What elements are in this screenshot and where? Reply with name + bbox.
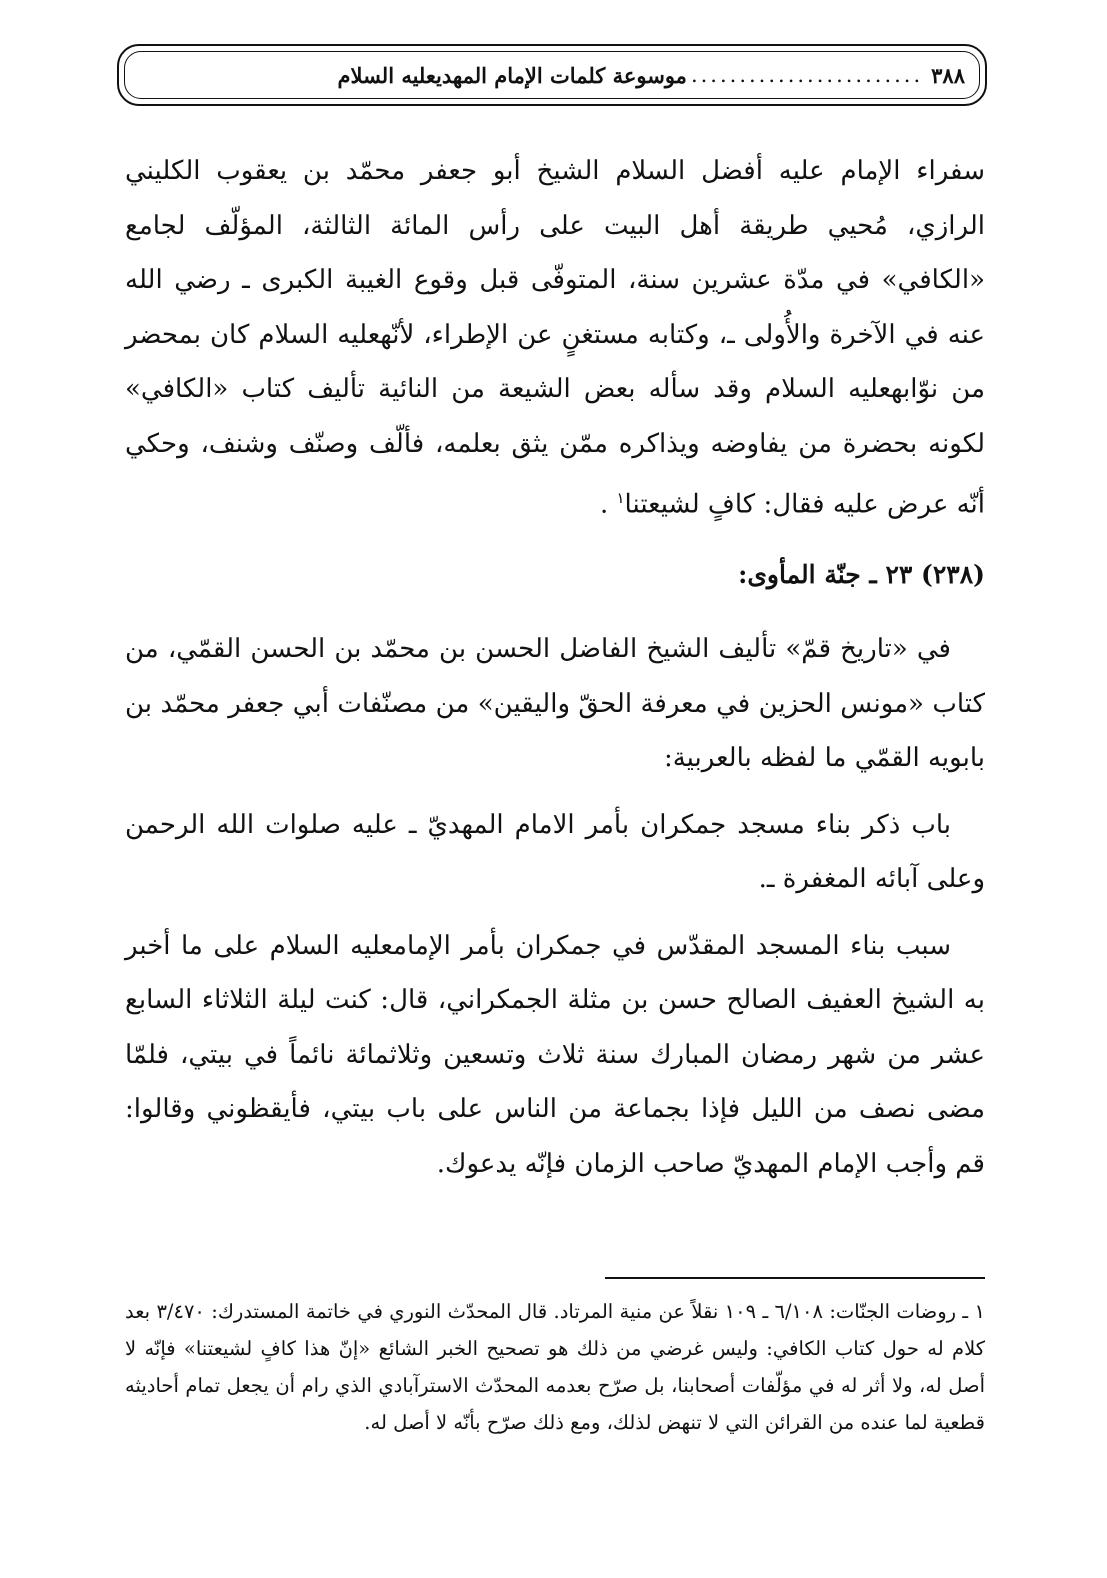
footnote-separator [605, 1277, 985, 1279]
section-heading: (٢٣٨) ٢٣ ـ جنّة المأوى: [738, 560, 985, 589]
paragraph-4: سبب بناء المسجد المقدّس في جمكران بأمر الإمامعليه السلام على ما أخبر به الشيخ العفيف الصالح حسن بن مثلة الجمكراني، قال: كنت ليلة الثلاثاء السابع عشر من شهر رمضان المبارك سنة ثلاث وتسعين وثلاثمائة نائماً في بيتي، فلمّا مضى نصف من الليل فإذا بجماعة من الناس على باب بيتي، فأيقظوني وقالوا: قم وأجب الإمام المهديّ صاحب الزمان فإنّه يدعوك. [125, 930, 985, 1179]
header-leader-dots: ........................ [690, 63, 924, 87]
footnote-reference: ١ [616, 489, 625, 507]
paragraph-2: في «تاريخ قمّ» تأليف الشيخ الفاضل الحسن بن محمّد بن الحسن القمّي، من كتاب «مونس الحزين في معرفة الحقّ واليقين» من مصنّفات أبي جعفر محمّد بن بابويه القمّي ما لفظه بالعربية: [125, 634, 985, 773]
section-body [125, 622, 985, 1191]
paragraph-1-end: . [599, 489, 617, 520]
book-title: موسوعة كلمات الإمام المهديعليه السلام [337, 62, 687, 88]
footnote: ١ ـ روضات الجنّات: ٦/١٠٨ ـ ١٠٩ نقلاً عن منية المرتاد. قال المحدّث النوري في خاتمة المستدرك: ٣/٤٧٠ بعد كلام له حول كتاب الكافي: وليس غرضي من ذلك هو تصحيح الخبر الشائع «إنّ هذا كافٍ لشيعتنا» فإنّه لا أصل له، ولا أثر له في مؤلّفات أصحابنا، بل صرّح بعدمه المحدّث الاسترآبادي الذي رام أن يجعل تمام أحاديثه قطعية لما عنده من القرائن التي لا تنهض لذلك، ومع ذلك صرّح بأنّه لا أصل له. [125, 1300, 985, 1434]
paragraph-1 [125, 144, 985, 532]
running-header [117, 44, 987, 106]
page-number: ٣٨٨ [931, 62, 965, 88]
header-content [139, 46, 965, 104]
continued-paragraph [125, 144, 985, 532]
paragraph-1-text: سفراء الإمام عليه أفضل السلام الشيخ أبو جعفر محمّد بن يعقوب الكليني الرازي، مُحيي طريقة أهل البيت على رأس المائة الثالثة، المؤلّف لجامع «الكافي» في مدّة عشرين سنة، المتوفّى قبل وقوع الغيبة الكبرى ـ رضي الله عنه في الآخرة والأُولى ـ، وكتابه مستغنٍ عن الإطراء، لأنّهعليه السلام كان بمحضر من نوّابهعليه السلام وقد سأله بعض الشيعة من النائية تأليف كتاب «الكافي» لكونه بحضرة من يفاوضه ويذاكره ممّن يثق بعلمه، فألّف وصنّف وشنف، وحكي أنّه عرض عليه فقال: كافٍ لشيعتنا [125, 156, 985, 520]
paragraph-3: باب ذكر بناء مسجد جمكران بأمر الامام المهديّ ـ عليه صلوات الله الرحمن وعلى آبائه المغفرة ـ. [125, 809, 985, 894]
